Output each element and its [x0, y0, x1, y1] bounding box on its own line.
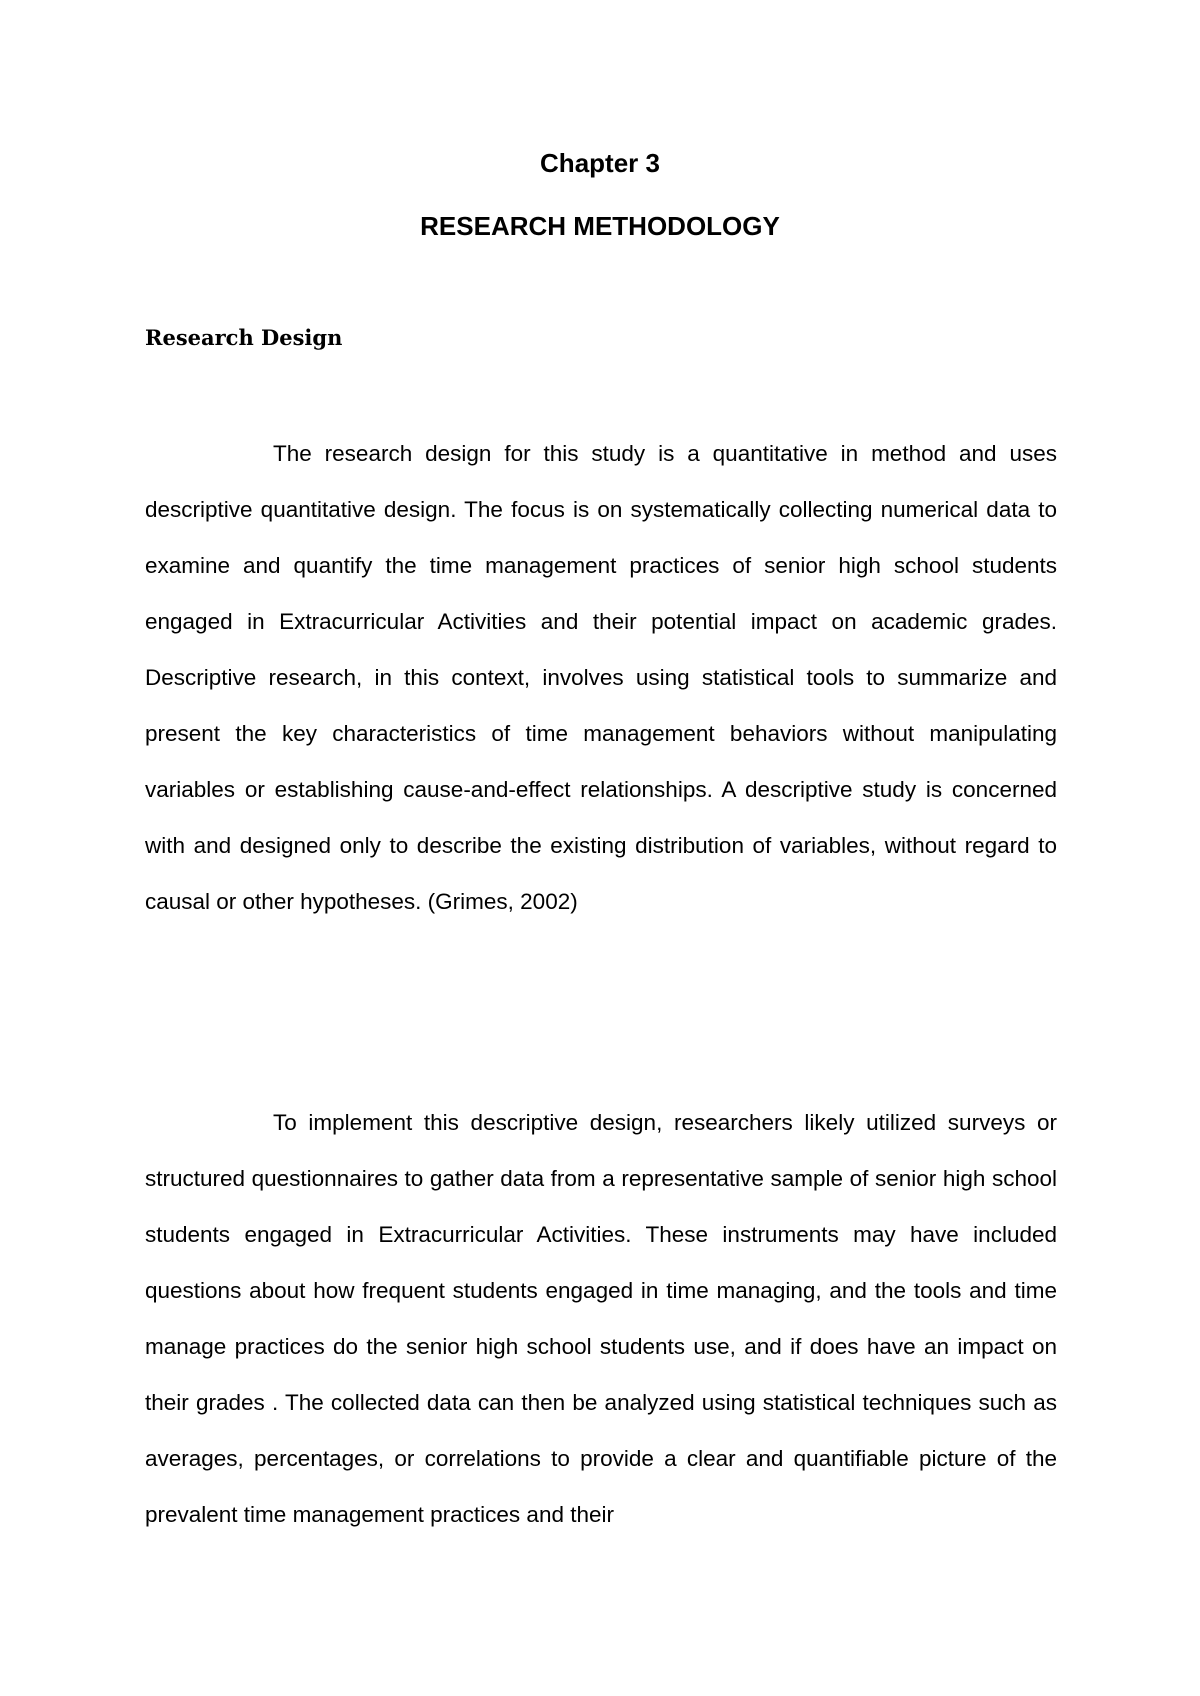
paragraph-1: The research design for this study is a quantitative in method and uses descriptive quantitative design. The focus is on systematically collecting numerical data to examine and quantify the time management practices of senior high school students engaged in Extracurricular Activities and their potential impact on academic grades. Descriptive research, in this context, involves using statistical tools to summarize and present the key characteristics of time management behaviors without manipulating variables or establishing cause-and-effect relationships. A descriptive study is concerned with and designed only to describe the existing distribution of variables, without regard to causal or other hypotheses. (Grimes, 2002): [145, 441, 1057, 914]
paragraph-2: To implement this descriptive design, researchers likely utilized surveys or structured questionnaires to gather data from a representative sample of senior high school students engaged in Extracurricular Activities. These instruments may have included questions about how frequent students engaged in time managing, and the tools and time manage practices do the senior high school students use, and if does have an impact on their grades . The collected data can then be analyzed using statistical techniques such as averages, percentages, or correlations to provide a clear and quantifiable picture of the prevalent time management practices and their: [145, 1110, 1057, 1527]
chapter-title: RESEARCH METHODOLOGY: [420, 211, 780, 241]
chapter-number: Chapter 3: [540, 148, 660, 178]
section-heading: Research Design: [145, 325, 343, 350]
